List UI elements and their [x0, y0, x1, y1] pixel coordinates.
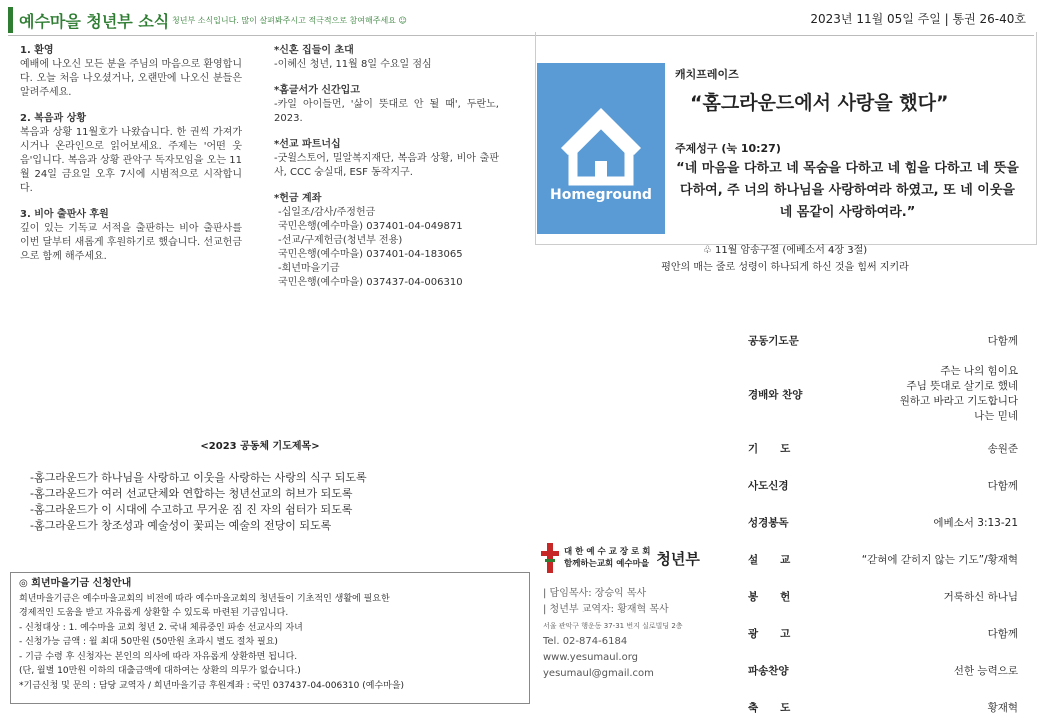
- order-row: [748, 660, 1018, 680]
- address: 서울 관악구 행운동 37-31 번지 실로빌딩 2층: [543, 622, 683, 630]
- bulletin-date: 2023년 11월 05일 주일 | 통권 26-40호: [810, 12, 1026, 26]
- homeground-logo: [537, 63, 665, 234]
- account-line: -선교/구제헌금(청년부 전용): [278, 235, 403, 246]
- order-value: 에베소서 3:13-21: [933, 516, 1018, 529]
- news-title: 2. 복음과 상황: [20, 113, 87, 124]
- fund-notice-box: [10, 572, 530, 704]
- theme-verse: “네 마음을 다하고 네 목숨을 다하고 네 힘을 다하고 네 뜻을 다하여, 주 너의 하나님을 사랑하여라 하였고, 또 네 이웃을 네 몸같이 사랑하여라.”: [676, 161, 1019, 220]
- news-title: *신혼 집들이 초대: [274, 45, 354, 56]
- news-body: 깊이 있는 기독교 서적을 출판하는 비아 출판사를 이번 달부터 새롭게 후원하기로 했습니다. 선교헌금으로 함께 해주세요.: [20, 223, 242, 262]
- phone: Tel. 02-874-6184: [543, 636, 628, 647]
- church-name: 함께하는교회 예수마을: [564, 559, 650, 569]
- order-value: 주는 나의 힘이요 주님 뜻대로 살기로 했네 원하고 바라고 기도합니다 나는 믿네: [899, 365, 1018, 422]
- news-title: *선교 파트너십: [274, 139, 341, 150]
- account-line: 국민은행(예수마을) 037401-04-183065: [278, 249, 463, 260]
- order-row: [748, 512, 1018, 532]
- news-title: 3. 비아 출판사 후원: [20, 209, 109, 220]
- order-value: 다함께: [987, 627, 1018, 640]
- account-line: -십일조/감사/주정헌금: [278, 207, 376, 218]
- order-item: 공동기도문: [748, 334, 799, 347]
- news-body: -굿윌스토어, 밀알복지재단, 복음과 상황, 비아 출판사, CCC 숭실대, ESF 동작지구.: [274, 153, 499, 178]
- order-item: 설 교: [748, 553, 791, 566]
- house-icon: [537, 63, 665, 234]
- news-title: *홈글서가 신간입고: [274, 85, 360, 96]
- fund-line: (단, 월별 10만원 이하의 대출금액에 대하여는 상환의 의무가 없습니다.): [19, 666, 301, 676]
- prayer-title: <2023 공동체 기도제목>: [200, 441, 320, 452]
- news-column-right: [274, 44, 499, 290]
- fund-title: ◎ 희년마을기금 신청안내: [19, 578, 132, 589]
- order-row: [748, 549, 1018, 569]
- order-value: 다함께: [987, 334, 1018, 347]
- news-body: 예배에 나오신 모든 분을 주님의 마음으로 환영합니다. 오늘 처음 나오셨거나, 오랜만에 나오신 분들은 알려주세요.: [20, 59, 242, 98]
- news-column-left: [20, 44, 242, 276]
- memory-verse-ref: ♧ 11월 암송구절 (에베소서 4장 3절): [702, 245, 868, 256]
- memory-verse: [535, 242, 1035, 276]
- fund-line: - 신청가능 금액 : 월 최대 50만원 (50만원 초과시 별도 절차 필요): [19, 637, 278, 647]
- news-body: 복음과 상황 11월호가 나왔습니다. 한 권씩 가져가시거나 온라인으로 읽어보세요. 주제는 '어떤 웃음'입니다. 복음과 상황 관악구 독자모임을 오는 11월 24일 금요일 오후 7시에 시범적으로 시작합니다.: [20, 127, 242, 194]
- pastor: | 담임목사: 장승익 목사: [543, 588, 647, 599]
- order-row: [748, 623, 1018, 643]
- prayer-item: -홈그라운드가 창조성과 예술성이 꽃피는 예술의 전당이 되도록: [30, 519, 332, 532]
- cross-icon: [540, 543, 560, 573]
- order-item: 광 고: [748, 627, 791, 640]
- order-value: 다함께: [987, 479, 1018, 492]
- news-body: -이혜신 청년, 11월 8일 수요일 점심: [274, 59, 432, 70]
- news-body: -카일 아이들먼, '삶이 뜻대로 안 될 때', 두란노, 2023.: [274, 99, 499, 124]
- news-title: 1. 환영: [20, 45, 54, 56]
- order-row: [748, 330, 1018, 350]
- fund-line: - 기금 수령 후 신청자는 본인의 의사에 따라 자유롭게 상환하면 됩니다.: [19, 651, 298, 662]
- church-dept: 청년부: [656, 549, 700, 568]
- account-line: 국민은행(예수마을) 037401-04-049871: [278, 221, 463, 232]
- church-info: [543, 586, 683, 682]
- church-denomination: 대 한 예 수 교 장 로 회: [564, 547, 651, 557]
- order-item: 경배와 찬양: [748, 388, 803, 401]
- order-row: [748, 586, 1018, 606]
- order-item: 봉 헌: [748, 590, 791, 603]
- account-line: -희년마을기금: [278, 263, 340, 274]
- order-item: 사도신경: [748, 479, 789, 492]
- bulletin-subtitle: 청년부 소식입니다. 많이 살펴봐주시고 적극적으로 참여해주세요 ☺: [172, 16, 407, 25]
- order-item: 축 도: [748, 701, 791, 714]
- theme-verse-ref: 주제성구 (눅 10:27): [675, 142, 781, 155]
- order-row: [748, 438, 1018, 458]
- order-item: 기 도: [748, 442, 791, 455]
- bulletin-title: 예수마을 청년부 소식: [19, 12, 170, 31]
- account-line: 국민은행(예수마을) 037437-04-006310: [278, 277, 463, 288]
- order-item: 파송찬양: [748, 664, 789, 677]
- prayer-list: [30, 470, 367, 534]
- website[interactable]: www.yesumaul.org: [543, 652, 638, 663]
- church-logo: [540, 543, 700, 573]
- prayer-item: -홈그라운드가 하나님을 사랑하고 이웃을 사랑하는 사랑의 식구 되도록: [30, 471, 367, 484]
- fund-line: 경제적인 도움을 받고 자유롭게 상환할 수 있도록 마련된 기금입니다.: [19, 608, 289, 618]
- worship-order: [748, 330, 1018, 717]
- order-value: “갇혀에 갇히지 않는 기도”/황재혁: [861, 553, 1018, 566]
- order-row: [748, 362, 1018, 426]
- order-value: 선한 능력으로: [953, 664, 1018, 677]
- prayer-item: -홈그라운드가 이 시대에 수고하고 무거운 짐 진 자의 쉼터가 되도록: [30, 503, 353, 516]
- order-value: 거룩하신 하나님: [943, 590, 1018, 603]
- order-row: [748, 697, 1018, 717]
- email[interactable]: yesumaul@gmail.com: [543, 668, 654, 679]
- header-accent-bar: [8, 7, 13, 33]
- order-item: 성경봉독: [748, 516, 789, 529]
- fund-line: *기금신청 및 문의 : 담당 교역자 / 희년마을기금 후원계좌 : 국민 037437-04-006310 (예수마을): [19, 680, 405, 691]
- order-row: [748, 475, 1018, 495]
- fund-line: 희년마을기금은 예수마을교회의 비전에 따라 예수마을교회의 청년들이 기초적인 생활에 필요한: [19, 593, 390, 604]
- accounts-title: *헌금 계좌: [274, 193, 322, 204]
- catchphrase-label: 캐치프레이즈: [675, 68, 739, 81]
- order-value: 황재혁: [987, 701, 1018, 714]
- catchphrase-title: “홈그라운드에서 사랑을 했다”: [690, 92, 949, 114]
- fund-line: - 신청대상 : 1. 예수마을 교회 청년 2. 국내 체류중인 파송 선교사의 자녀: [19, 622, 303, 633]
- homeground-logo-text: Homeground: [550, 187, 652, 203]
- order-value: 송원준: [987, 442, 1018, 455]
- memory-verse-text: 평안의 매는 줄로 성령이 하나되게 하신 것을 힘써 지키라: [661, 262, 909, 273]
- prayer-item: -홈그라운드가 여러 선교단체와 연합하는 청년선교의 허브가 되도록: [30, 487, 353, 500]
- youth-pastor: | 청년부 교역자: 황재혁 목사: [543, 604, 669, 615]
